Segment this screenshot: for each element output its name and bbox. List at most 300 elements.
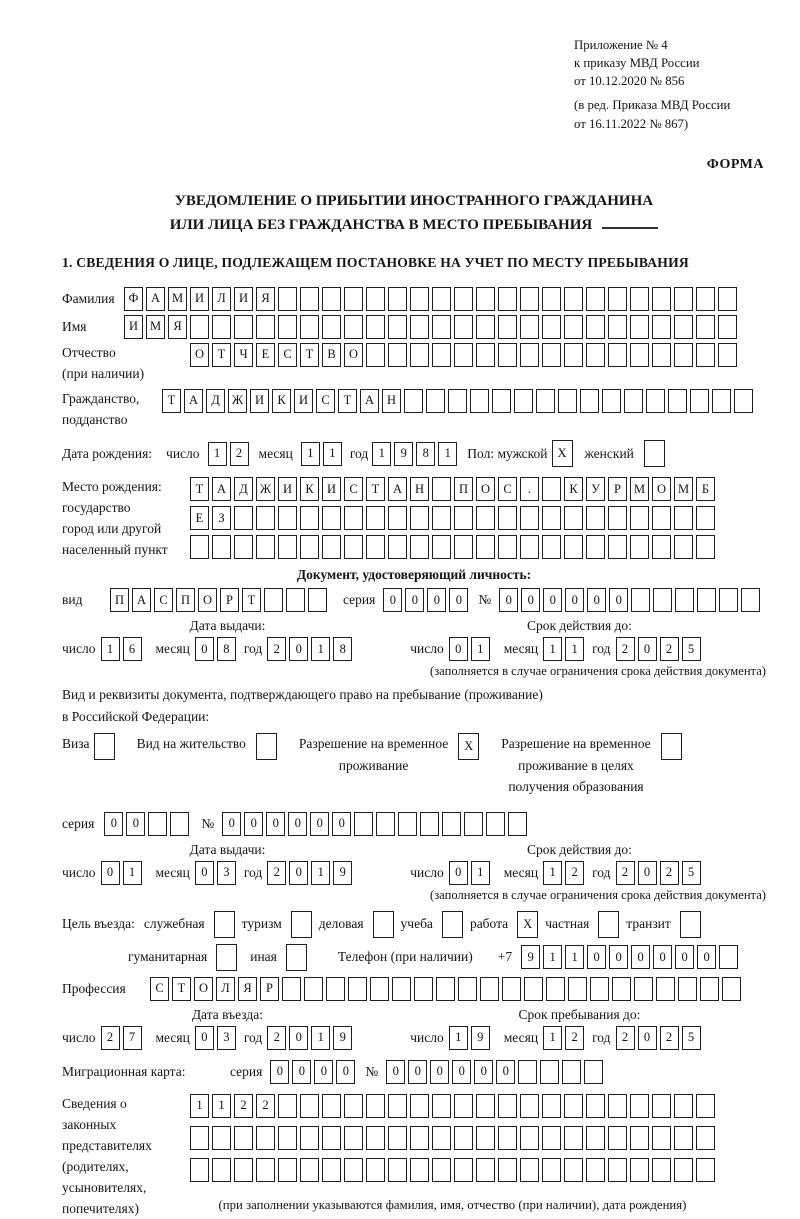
- representatives-char-box[interactable]: [542, 1126, 561, 1150]
- date-box[interactable]: 1: [123, 861, 142, 885]
- birth-place-char-box[interactable]: М: [674, 477, 693, 501]
- representatives-char-box[interactable]: [300, 1094, 319, 1118]
- profession-char-box[interactable]: [458, 977, 477, 1001]
- date-box[interactable]: 8: [333, 637, 352, 661]
- patronymic-char-box[interactable]: В: [322, 343, 341, 367]
- representatives-char-box[interactable]: [410, 1126, 429, 1150]
- patronymic-char-box[interactable]: [388, 343, 407, 367]
- profession-char-box[interactable]: [612, 977, 631, 1001]
- surname-char-box[interactable]: Л: [212, 287, 231, 311]
- citizenship-char-box[interactable]: [624, 389, 643, 413]
- date-box[interactable]: 2: [267, 1026, 286, 1050]
- citizenship-char-box[interactable]: Н: [382, 389, 401, 413]
- representatives-char-box[interactable]: [410, 1094, 429, 1118]
- patronymic-char-box[interactable]: Т: [300, 343, 319, 367]
- name-char-box[interactable]: Я: [168, 315, 187, 339]
- profession-char-box[interactable]: [414, 977, 433, 1001]
- representatives-char-box[interactable]: [322, 1126, 341, 1150]
- phone-digit-box[interactable]: 9: [521, 945, 540, 969]
- date-box[interactable]: 2: [101, 1026, 120, 1050]
- residence-number-box[interactable]: 0: [266, 812, 285, 836]
- birth-year-box[interactable]: 1: [438, 442, 457, 466]
- patronymic-char-box[interactable]: [630, 343, 649, 367]
- date-box[interactable]: 1: [543, 1026, 562, 1050]
- doc-kind-char-box[interactable]: С: [154, 588, 173, 612]
- profession-char-box[interactable]: [326, 977, 345, 1001]
- surname-char-box[interactable]: [630, 287, 649, 311]
- patronymic-char-box[interactable]: [498, 343, 517, 367]
- representatives-char-box[interactable]: [520, 1094, 539, 1118]
- profession-char-box[interactable]: О: [194, 977, 213, 1001]
- surname-char-box[interactable]: [300, 287, 319, 311]
- representatives-char-box[interactable]: [608, 1094, 627, 1118]
- birth-place-char-box[interactable]: О: [652, 477, 671, 501]
- representatives-char-box[interactable]: [520, 1126, 539, 1150]
- birth-place-char-box[interactable]: [212, 535, 231, 559]
- date-box[interactable]: 2: [565, 1026, 584, 1050]
- representatives-char-box[interactable]: [322, 1158, 341, 1182]
- name-char-box[interactable]: [454, 315, 473, 339]
- residence-number-box[interactable]: 0: [310, 812, 329, 836]
- birth-place-char-box[interactable]: [674, 506, 693, 530]
- citizenship-char-box[interactable]: [470, 389, 489, 413]
- representatives-char-box[interactable]: [278, 1094, 297, 1118]
- purpose-box[interactable]: [216, 944, 237, 971]
- patronymic-char-box[interactable]: [454, 343, 473, 367]
- patronymic-char-box[interactable]: Т: [212, 343, 231, 367]
- representatives-char-box[interactable]: [234, 1158, 253, 1182]
- surname-char-box[interactable]: И: [234, 287, 253, 311]
- doc-number-box[interactable]: [719, 588, 738, 612]
- name-char-box[interactable]: [388, 315, 407, 339]
- date-box[interactable]: 0: [289, 637, 308, 661]
- name-char-box[interactable]: [256, 315, 275, 339]
- profession-char-box[interactable]: [480, 977, 499, 1001]
- representatives-char-box[interactable]: [630, 1158, 649, 1182]
- residence-number-box[interactable]: 0: [222, 812, 241, 836]
- date-box[interactable]: 0: [449, 861, 468, 885]
- birth-year-box[interactable]: 1: [372, 442, 391, 466]
- doc-series-box[interactable]: 0: [449, 588, 468, 612]
- date-box[interactable]: 1: [311, 637, 330, 661]
- birth-place-char-box[interactable]: [586, 535, 605, 559]
- residence-series-box[interactable]: 0: [104, 812, 123, 836]
- surname-char-box[interactable]: [718, 287, 737, 311]
- representatives-char-box[interactable]: [212, 1158, 231, 1182]
- phone-digit-box[interactable]: 0: [609, 945, 628, 969]
- profession-char-box[interactable]: [392, 977, 411, 1001]
- patronymic-char-box[interactable]: [366, 343, 385, 367]
- patronymic-char-box[interactable]: [696, 343, 715, 367]
- birth-place-char-box[interactable]: И: [278, 477, 297, 501]
- doc-kind-char-box[interactable]: [286, 588, 305, 612]
- surname-char-box[interactable]: [520, 287, 539, 311]
- representatives-char-box[interactable]: [190, 1158, 209, 1182]
- citizenship-char-box[interactable]: [668, 389, 687, 413]
- residence-permit-box[interactable]: [256, 733, 277, 760]
- migration-number-box[interactable]: 0: [474, 1060, 493, 1084]
- birth-place-char-box[interactable]: М: [630, 477, 649, 501]
- name-char-box[interactable]: [586, 315, 605, 339]
- birth-place-char-box[interactable]: [432, 535, 451, 559]
- representatives-char-box[interactable]: [630, 1126, 649, 1150]
- patronymic-char-box[interactable]: О: [190, 343, 209, 367]
- patronymic-char-box[interactable]: [652, 343, 671, 367]
- representatives-char-box[interactable]: [520, 1158, 539, 1182]
- representatives-char-box[interactable]: [652, 1094, 671, 1118]
- name-char-box[interactable]: [410, 315, 429, 339]
- citizenship-char-box[interactable]: И: [294, 389, 313, 413]
- representatives-char-box[interactable]: [278, 1158, 297, 1182]
- birth-place-char-box[interactable]: [498, 506, 517, 530]
- doc-kind-char-box[interactable]: П: [176, 588, 195, 612]
- name-char-box[interactable]: [278, 315, 297, 339]
- representatives-char-box[interactable]: [498, 1158, 517, 1182]
- purpose-box[interactable]: X: [517, 911, 538, 938]
- name-char-box[interactable]: [344, 315, 363, 339]
- birth-place-char-box[interactable]: [278, 506, 297, 530]
- birth-place-char-box[interactable]: Т: [190, 477, 209, 501]
- representatives-char-box[interactable]: [256, 1126, 275, 1150]
- patronymic-char-box[interactable]: [476, 343, 495, 367]
- visa-box[interactable]: [94, 733, 115, 760]
- date-box[interactable]: 2: [267, 861, 286, 885]
- birth-place-char-box[interactable]: [542, 535, 561, 559]
- migration-number-box[interactable]: 0: [452, 1060, 471, 1084]
- patronymic-char-box[interactable]: [608, 343, 627, 367]
- date-box[interactable]: 2: [267, 637, 286, 661]
- doc-number-box[interactable]: 0: [499, 588, 518, 612]
- citizenship-char-box[interactable]: [646, 389, 665, 413]
- doc-number-box[interactable]: 0: [587, 588, 606, 612]
- surname-char-box[interactable]: [344, 287, 363, 311]
- representatives-char-box[interactable]: [630, 1094, 649, 1118]
- birth-place-char-box[interactable]: [652, 535, 671, 559]
- representatives-char-box[interactable]: [432, 1094, 451, 1118]
- representatives-char-box[interactable]: [498, 1094, 517, 1118]
- citizenship-char-box[interactable]: Т: [162, 389, 181, 413]
- doc-number-box[interactable]: 0: [521, 588, 540, 612]
- name-char-box[interactable]: [190, 315, 209, 339]
- date-box[interactable]: 0: [449, 637, 468, 661]
- surname-char-box[interactable]: [586, 287, 605, 311]
- representatives-char-box[interactable]: [410, 1158, 429, 1182]
- profession-char-box[interactable]: [722, 977, 741, 1001]
- residence-series-box[interactable]: [148, 812, 167, 836]
- birth-place-char-box[interactable]: [322, 506, 341, 530]
- migration-series-box[interactable]: 0: [270, 1060, 289, 1084]
- name-char-box[interactable]: [212, 315, 231, 339]
- citizenship-char-box[interactable]: [580, 389, 599, 413]
- birth-place-char-box[interactable]: [476, 506, 495, 530]
- purpose-box[interactable]: [286, 944, 307, 971]
- representatives-char-box[interactable]: [696, 1158, 715, 1182]
- birth-place-char-box[interactable]: [608, 535, 627, 559]
- birth-place-char-box[interactable]: У: [586, 477, 605, 501]
- profession-char-box[interactable]: [370, 977, 389, 1001]
- phone-digit-box[interactable]: 0: [587, 945, 606, 969]
- patronymic-char-box[interactable]: С: [278, 343, 297, 367]
- representatives-char-box[interactable]: [344, 1126, 363, 1150]
- doc-kind-char-box[interactable]: П: [110, 588, 129, 612]
- birth-place-char-box[interactable]: [278, 535, 297, 559]
- representatives-char-box[interactable]: [564, 1126, 583, 1150]
- citizenship-char-box[interactable]: А: [184, 389, 203, 413]
- citizenship-char-box[interactable]: Д: [206, 389, 225, 413]
- doc-number-box[interactable]: 0: [565, 588, 584, 612]
- birth-place-char-box[interactable]: О: [476, 477, 495, 501]
- representatives-char-box[interactable]: [366, 1158, 385, 1182]
- representatives-char-box[interactable]: [586, 1094, 605, 1118]
- purpose-box[interactable]: [442, 911, 463, 938]
- date-box[interactable]: 1: [311, 861, 330, 885]
- representatives-char-box[interactable]: [388, 1094, 407, 1118]
- surname-char-box[interactable]: [564, 287, 583, 311]
- profession-char-box[interactable]: [436, 977, 455, 1001]
- name-char-box[interactable]: [564, 315, 583, 339]
- birth-place-char-box[interactable]: А: [212, 477, 231, 501]
- patronymic-char-box[interactable]: [674, 343, 693, 367]
- representatives-char-box[interactable]: [278, 1126, 297, 1150]
- birth-place-char-box[interactable]: К: [300, 477, 319, 501]
- birth-place-char-box[interactable]: [520, 506, 539, 530]
- date-box[interactable]: 2: [565, 861, 584, 885]
- representatives-char-box[interactable]: [696, 1126, 715, 1150]
- representatives-char-box[interactable]: [476, 1094, 495, 1118]
- birth-year-box[interactable]: 9: [394, 442, 413, 466]
- birth-place-char-box[interactable]: [366, 506, 385, 530]
- representatives-char-box[interactable]: [608, 1126, 627, 1150]
- date-box[interactable]: 2: [616, 1026, 635, 1050]
- doc-series-box[interactable]: 0: [405, 588, 424, 612]
- date-box[interactable]: 9: [333, 861, 352, 885]
- patronymic-char-box[interactable]: [542, 343, 561, 367]
- profession-char-box[interactable]: [282, 977, 301, 1001]
- patronymic-char-box[interactable]: [410, 343, 429, 367]
- representatives-char-box[interactable]: [256, 1158, 275, 1182]
- birth-place-char-box[interactable]: [542, 477, 561, 501]
- name-char-box[interactable]: [476, 315, 495, 339]
- birth-year-box[interactable]: 8: [416, 442, 435, 466]
- birth-place-char-box[interactable]: [322, 535, 341, 559]
- representatives-char-box[interactable]: [454, 1126, 473, 1150]
- migration-series-box[interactable]: 0: [336, 1060, 355, 1084]
- representatives-char-box[interactable]: [674, 1158, 693, 1182]
- sex-male-box[interactable]: X: [552, 440, 573, 467]
- profession-char-box[interactable]: [568, 977, 587, 1001]
- citizenship-char-box[interactable]: С: [316, 389, 335, 413]
- representatives-char-box[interactable]: 2: [234, 1094, 253, 1118]
- birth-place-char-box[interactable]: [476, 535, 495, 559]
- birth-place-char-box[interactable]: [388, 535, 407, 559]
- birth-place-char-box[interactable]: [300, 506, 319, 530]
- name-char-box[interactable]: [542, 315, 561, 339]
- representatives-char-box[interactable]: [454, 1094, 473, 1118]
- residence-number-box[interactable]: 0: [332, 812, 351, 836]
- birth-place-char-box[interactable]: [564, 506, 583, 530]
- migration-number-box[interactable]: 0: [408, 1060, 427, 1084]
- name-char-box[interactable]: М: [146, 315, 165, 339]
- profession-char-box[interactable]: [634, 977, 653, 1001]
- phone-digit-box[interactable]: 1: [565, 945, 584, 969]
- phone-digit-box[interactable]: 0: [653, 945, 672, 969]
- date-box[interactable]: 0: [289, 861, 308, 885]
- birth-day-box[interactable]: 1: [208, 442, 227, 466]
- birth-place-char-box[interactable]: [410, 535, 429, 559]
- name-char-box[interactable]: [498, 315, 517, 339]
- birth-place-char-box[interactable]: [432, 506, 451, 530]
- date-box[interactable]: 2: [616, 861, 635, 885]
- surname-char-box[interactable]: [696, 287, 715, 311]
- migration-series-box[interactable]: 0: [314, 1060, 333, 1084]
- patronymic-char-box[interactable]: [564, 343, 583, 367]
- date-box[interactable]: 3: [217, 861, 236, 885]
- residence-series-box[interactable]: 0: [126, 812, 145, 836]
- birth-place-char-box[interactable]: [432, 477, 451, 501]
- purpose-box[interactable]: [598, 911, 619, 938]
- citizenship-char-box[interactable]: А: [360, 389, 379, 413]
- residence-number-box[interactable]: [420, 812, 439, 836]
- date-box[interactable]: 1: [565, 637, 584, 661]
- birth-place-char-box[interactable]: [520, 535, 539, 559]
- date-box[interactable]: 1: [543, 861, 562, 885]
- birth-place-char-box[interactable]: [454, 535, 473, 559]
- purpose-box[interactable]: [680, 911, 701, 938]
- birth-place-char-box[interactable]: [256, 506, 275, 530]
- birth-place-char-box[interactable]: [190, 535, 209, 559]
- name-char-box[interactable]: [300, 315, 319, 339]
- representatives-char-box[interactable]: [388, 1126, 407, 1150]
- residence-number-box[interactable]: [376, 812, 395, 836]
- citizenship-char-box[interactable]: Т: [338, 389, 357, 413]
- surname-char-box[interactable]: [498, 287, 517, 311]
- purpose-box[interactable]: [214, 911, 235, 938]
- representatives-char-box[interactable]: [476, 1158, 495, 1182]
- date-box[interactable]: 9: [333, 1026, 352, 1050]
- representatives-char-box[interactable]: [498, 1126, 517, 1150]
- representatives-char-box[interactable]: [432, 1126, 451, 1150]
- citizenship-char-box[interactable]: И: [250, 389, 269, 413]
- representatives-char-box[interactable]: [476, 1126, 495, 1150]
- date-box[interactable]: 0: [195, 1026, 214, 1050]
- birth-place-char-box[interactable]: [454, 506, 473, 530]
- phone-digit-box[interactable]: 0: [697, 945, 716, 969]
- doc-kind-char-box[interactable]: Т: [242, 588, 261, 612]
- surname-char-box[interactable]: [410, 287, 429, 311]
- birth-place-char-box[interactable]: З: [212, 506, 231, 530]
- doc-series-box[interactable]: 0: [383, 588, 402, 612]
- surname-char-box[interactable]: М: [168, 287, 187, 311]
- birth-place-char-box[interactable]: [696, 535, 715, 559]
- representatives-char-box[interactable]: [674, 1094, 693, 1118]
- patronymic-char-box[interactable]: [718, 343, 737, 367]
- birth-place-char-box[interactable]: Ж: [256, 477, 275, 501]
- surname-char-box[interactable]: Я: [256, 287, 275, 311]
- representatives-char-box[interactable]: [344, 1094, 363, 1118]
- surname-char-box[interactable]: [322, 287, 341, 311]
- birth-place-char-box[interactable]: [366, 535, 385, 559]
- date-box[interactable]: 7: [123, 1026, 142, 1050]
- birth-place-char-box[interactable]: С: [344, 477, 363, 501]
- purpose-box[interactable]: [373, 911, 394, 938]
- profession-char-box[interactable]: [348, 977, 367, 1001]
- representatives-char-box[interactable]: 2: [256, 1094, 275, 1118]
- date-box[interactable]: 1: [449, 1026, 468, 1050]
- surname-char-box[interactable]: И: [190, 287, 209, 311]
- phone-digit-box[interactable]: [719, 945, 738, 969]
- representatives-char-box[interactable]: [366, 1126, 385, 1150]
- name-char-box[interactable]: [432, 315, 451, 339]
- birth-place-char-box[interactable]: С: [498, 477, 517, 501]
- citizenship-char-box[interactable]: [734, 389, 753, 413]
- representatives-char-box[interactable]: [542, 1158, 561, 1182]
- birth-place-char-box[interactable]: [234, 535, 253, 559]
- name-char-box[interactable]: [234, 315, 253, 339]
- birth-place-char-box[interactable]: [410, 506, 429, 530]
- representatives-char-box[interactable]: [432, 1158, 451, 1182]
- birth-month-box[interactable]: 1: [301, 442, 320, 466]
- residence-number-box[interactable]: 0: [244, 812, 263, 836]
- name-char-box[interactable]: [630, 315, 649, 339]
- name-char-box[interactable]: [322, 315, 341, 339]
- profession-char-box[interactable]: [304, 977, 323, 1001]
- citizenship-char-box[interactable]: [690, 389, 709, 413]
- representatives-char-box[interactable]: [674, 1126, 693, 1150]
- citizenship-char-box[interactable]: [536, 389, 555, 413]
- surname-char-box[interactable]: [608, 287, 627, 311]
- representatives-char-box[interactable]: [300, 1126, 319, 1150]
- birth-place-char-box[interactable]: Д: [234, 477, 253, 501]
- patronymic-char-box[interactable]: О: [344, 343, 363, 367]
- date-box[interactable]: 9: [471, 1026, 490, 1050]
- migration-number-box[interactable]: [584, 1060, 603, 1084]
- birth-place-char-box[interactable]: [542, 506, 561, 530]
- birth-place-char-box[interactable]: [344, 535, 363, 559]
- citizenship-char-box[interactable]: [492, 389, 511, 413]
- doc-kind-char-box[interactable]: [308, 588, 327, 612]
- name-char-box[interactable]: [520, 315, 539, 339]
- birth-place-char-box[interactable]: Е: [190, 506, 209, 530]
- birth-place-char-box[interactable]: [498, 535, 517, 559]
- representatives-char-box[interactable]: 1: [190, 1094, 209, 1118]
- residence-number-box[interactable]: [354, 812, 373, 836]
- citizenship-char-box[interactable]: [448, 389, 467, 413]
- doc-number-box[interactable]: 0: [543, 588, 562, 612]
- citizenship-char-box[interactable]: К: [272, 389, 291, 413]
- profession-char-box[interactable]: Я: [238, 977, 257, 1001]
- birth-place-char-box[interactable]: К: [564, 477, 583, 501]
- citizenship-char-box[interactable]: [426, 389, 445, 413]
- date-box[interactable]: 3: [217, 1026, 236, 1050]
- representatives-char-box[interactable]: [366, 1094, 385, 1118]
- profession-char-box[interactable]: [590, 977, 609, 1001]
- name-char-box[interactable]: И: [124, 315, 143, 339]
- birth-place-char-box[interactable]: Б: [696, 477, 715, 501]
- residence-number-box[interactable]: 0: [288, 812, 307, 836]
- representatives-char-box[interactable]: [652, 1126, 671, 1150]
- phone-digit-box[interactable]: 0: [675, 945, 694, 969]
- date-box[interactable]: 1: [543, 637, 562, 661]
- citizenship-char-box[interactable]: [602, 389, 621, 413]
- representatives-char-box[interactable]: [542, 1094, 561, 1118]
- profession-char-box[interactable]: [678, 977, 697, 1001]
- profession-char-box[interactable]: [546, 977, 565, 1001]
- doc-number-box[interactable]: [675, 588, 694, 612]
- representatives-char-box[interactable]: [212, 1126, 231, 1150]
- profession-char-box[interactable]: [656, 977, 675, 1001]
- migration-number-box[interactable]: [562, 1060, 581, 1084]
- citizenship-char-box[interactable]: Ж: [228, 389, 247, 413]
